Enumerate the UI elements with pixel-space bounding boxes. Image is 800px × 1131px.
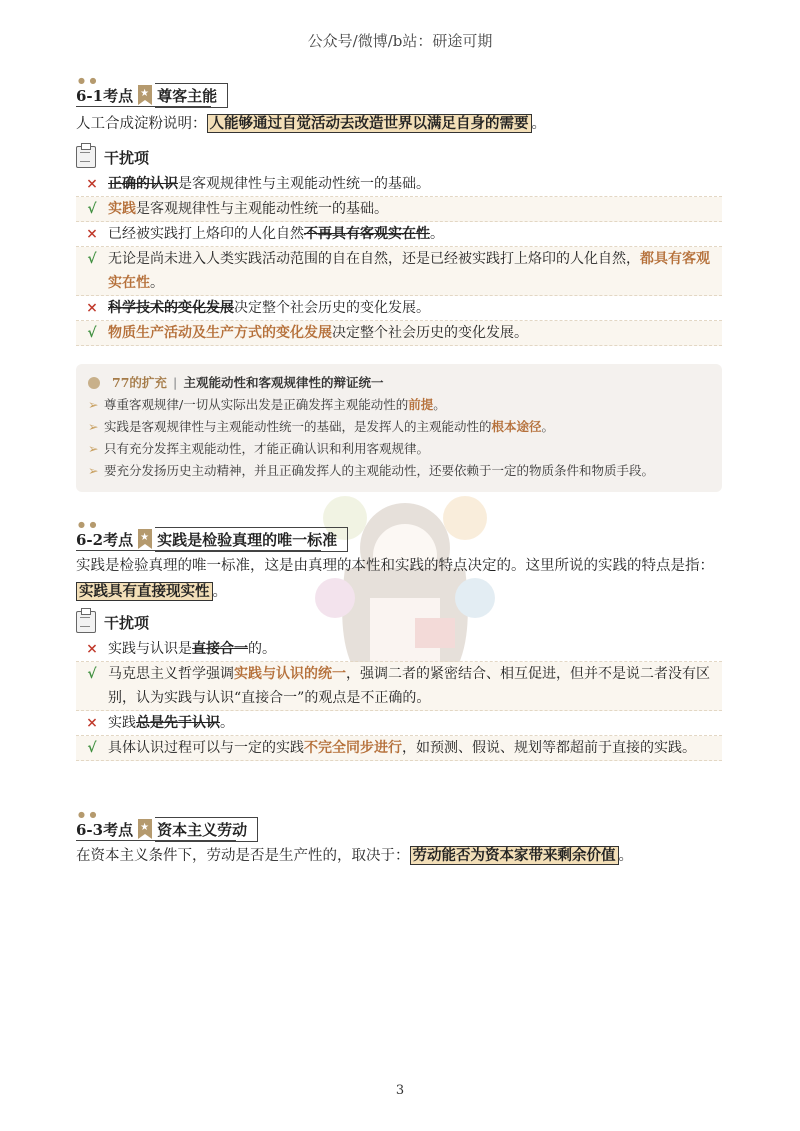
panel-item-text: [104, 438, 429, 460]
text-span: 实践与认识是: [108, 641, 192, 657]
distractor-title: 干扰项: [104, 613, 150, 632]
decor-dots: ● ●: [78, 520, 98, 529]
intro-paragraph-6-2: [76, 554, 724, 605]
row-text: [108, 247, 722, 295]
intro-end: 。: [618, 848, 633, 864]
intro-end: 。: [212, 584, 227, 600]
text-span: 决定整个社会历史的变化发展。: [234, 300, 430, 316]
text-span: 的。: [248, 641, 276, 657]
cross-icon: ×: [86, 226, 98, 242]
text-span: 。: [150, 275, 164, 291]
cross-icon: ×: [86, 300, 98, 316]
kaodian-number: 6-2考点: [76, 530, 134, 549]
text-span: 只有充分发挥主观能动性，才能正确认识和利用客观规律。: [104, 441, 430, 456]
heading-underline: [76, 550, 321, 551]
wrong-row: [76, 172, 722, 197]
emphasis-text: 物质生产活动及生产方式的变化发展: [108, 325, 332, 341]
decor-dots: ● ●: [78, 810, 98, 819]
kaodian-title: 资本主义劳动: [155, 817, 258, 842]
check-icon: √: [87, 325, 97, 341]
panel-list: [88, 394, 708, 482]
panel-title: 主观能动性和客观规律性的辩证统一: [183, 375, 384, 390]
star-flag-icon: ★: [138, 85, 152, 105]
arrow-bullet-icon: ➢: [88, 441, 99, 456]
check-icon: √: [87, 201, 97, 217]
text-span: ，强调二者的紧密结合、相互促进，但并不是说二者没有区别，认为实践与认识“直接合一”的观点是不正确的。: [108, 666, 710, 706]
star-flag-icon: ★: [138, 819, 152, 839]
panel-item-text: [104, 394, 446, 416]
cross-icon: ×: [86, 715, 98, 731]
wrong-row: [76, 296, 722, 321]
text-span: 尊重客观规律/一切从实际出发是正确发挥主观能动性的: [104, 397, 409, 412]
text-span: 是客观规律性与主观能动性统一的基础。: [136, 201, 388, 217]
correct-row: [76, 321, 722, 346]
text-span: 已经被实践打上烙印的人化自然: [108, 226, 304, 242]
panel-item-text: [104, 416, 554, 438]
star-flag-icon: ★: [138, 529, 152, 549]
struck-text: 总是先于认识: [136, 715, 220, 731]
page-header: 公众号/微博/b站：研途可期: [307, 32, 493, 50]
wrong-row: [76, 637, 722, 662]
intro-paragraph-6-1: [76, 111, 726, 137]
correct-row: [76, 197, 722, 222]
cross-icon: ×: [86, 176, 98, 192]
intro-end: 。: [531, 116, 546, 132]
panel-heading: [88, 372, 708, 394]
kaodian-heading-6-2: [76, 520, 348, 550]
wrong-row: [76, 711, 722, 736]
kaodian-number: 6-1考点: [76, 86, 134, 105]
text-span: 。: [433, 397, 446, 412]
emphasis-text: 根本途径: [491, 419, 542, 434]
emphasis-text: 实践: [108, 201, 136, 217]
panel-separator: |: [172, 375, 178, 390]
text-span: 。: [430, 226, 444, 242]
row-text: [108, 637, 722, 661]
intro-text: 人工合成淀粉说明：: [76, 116, 207, 132]
text-span: 决定整个社会历史的变化发展。: [332, 325, 528, 341]
text-span: 无论是尚未进入人类实践活动范围的自在自然，还是已经被实践打上烙印的人化自然，: [108, 251, 640, 267]
intro-text: 在资本主义条件下，劳动是否是生产性的，取决于：: [76, 848, 410, 864]
struck-text: 正确的认识: [108, 176, 178, 192]
distractor-header-6-1: [76, 146, 149, 168]
distractor-list-6-1: [76, 172, 722, 346]
key-highlight: 实践具有直接现实性: [76, 582, 213, 601]
row-text: [108, 197, 722, 221]
panel-tag: 77的扩充: [112, 375, 167, 390]
struck-text: 直接合一: [192, 641, 248, 657]
kaodian-title: 实践是检验真理的唯一标准: [155, 527, 348, 552]
heading-underline: [76, 106, 211, 107]
struck-text: 科学技术的变化发展: [108, 300, 234, 316]
panel-list-item: [88, 416, 708, 438]
text-span: 实践是客观规律性与主观能动性统一的基础，是发挥人的主观能动性的: [104, 419, 492, 434]
distractor-title: 干扰项: [104, 148, 150, 167]
intro-paragraph-6-3: [76, 843, 726, 869]
correct-row: [76, 736, 722, 761]
row-text: [108, 321, 722, 345]
distractor-header-6-2: [76, 611, 149, 633]
correct-row: [76, 662, 722, 711]
clipboard-icon: [76, 146, 96, 168]
row-text: [108, 711, 722, 735]
text-span: ，如预测、假说、规划等都超前于直接的实践。: [402, 740, 696, 756]
check-icon: √: [87, 666, 97, 682]
kaodian-heading-6-3: [76, 810, 258, 840]
key-highlight: 劳动能否为资本家带来剩余价值: [410, 846, 619, 865]
emphasis-text: 前提: [408, 397, 434, 412]
panel-list-item: [88, 394, 708, 416]
emphasis-text: 不完全同步进行: [304, 740, 402, 756]
intro-text: 实践是检验真理的唯一标准，这是由真理的本性和实践的特点决定的。这里所说的实践的特点是指：: [76, 558, 714, 574]
kaodian-title: 尊客主能: [155, 83, 228, 108]
text-span: 。: [220, 715, 234, 731]
emphasis-text: 实践与认识的统一: [234, 666, 346, 682]
decor-dots: ● ●: [78, 76, 98, 85]
text-span: 是客观规律性与主观能动性统一的基础。: [178, 176, 430, 192]
row-text: [108, 296, 722, 320]
check-icon: √: [87, 740, 97, 756]
row-text: [108, 662, 722, 710]
row-text: [108, 736, 722, 760]
heading-underline: [76, 840, 236, 841]
panel-list-item: [88, 438, 708, 460]
kaodian-number: 6-3考点: [76, 820, 134, 839]
correct-row: [76, 247, 722, 296]
lightbulb-icon: [88, 377, 100, 389]
row-text: [108, 172, 722, 196]
clipboard-icon: [76, 611, 96, 633]
distractor-list-6-2: [76, 637, 722, 761]
text-span: 实践: [108, 715, 136, 731]
page-number: 3: [395, 1083, 405, 1098]
row-text: [108, 222, 722, 246]
text-span: 具体认识过程可以与一定的实践: [108, 740, 304, 756]
wrong-row: [76, 222, 722, 247]
text-span: 要充分发扬历史主动精神，并且正确发挥人的主观能动性，还要依赖于一定的物质条件和物质手段。: [104, 463, 655, 478]
text-span: 马克思主义哲学强调: [108, 666, 234, 682]
kaodian-heading-6-1: [76, 76, 228, 106]
arrow-bullet-icon: ➢: [88, 419, 99, 434]
struck-text: 不再具有客观实在性: [304, 226, 430, 242]
arrow-bullet-icon: ➢: [88, 463, 99, 478]
arrow-bullet-icon: ➢: [88, 397, 99, 412]
check-icon: √: [87, 251, 97, 267]
text-span: 。: [541, 419, 555, 434]
emphasis-text: 都具有客观实在性: [108, 251, 710, 291]
cross-icon: ×: [86, 641, 98, 657]
key-highlight: 人能够通过自觉活动去改造世界以满足自身的需要: [207, 114, 532, 133]
extension-panel: [76, 364, 722, 492]
